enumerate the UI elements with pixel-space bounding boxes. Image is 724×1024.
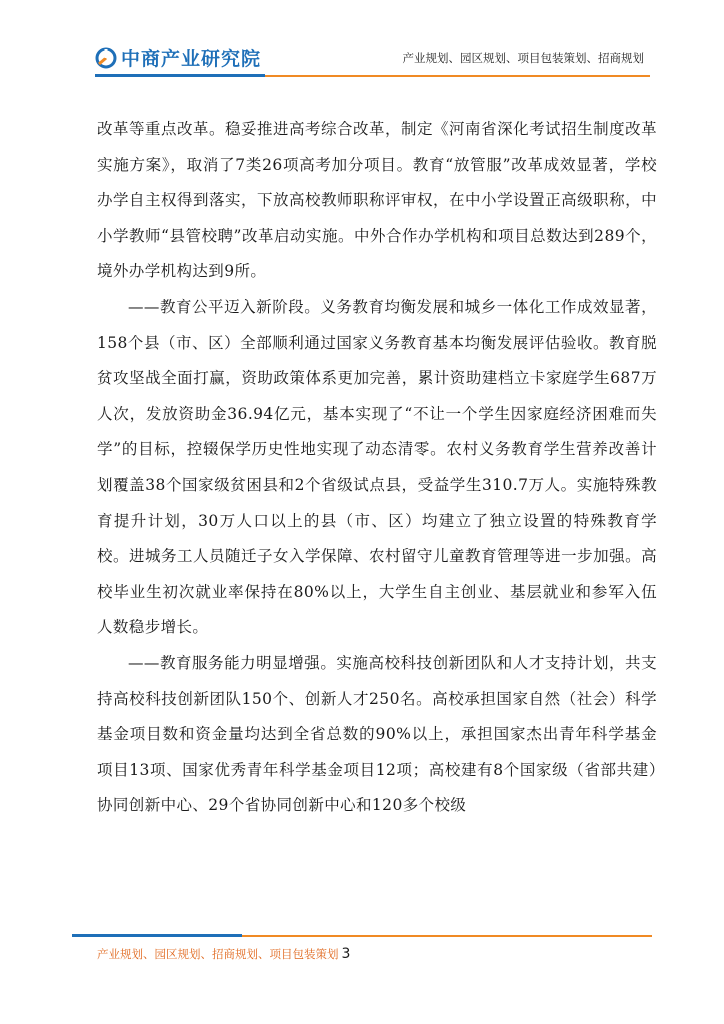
header-tagline: 产业规划、园区规划、项目包装策划、招商规划 [402,51,644,65]
footer-rule-orange [242,935,652,937]
paragraph: ——教育服务能力明显增强。实施高校科技创新团队和人才支持计划，共支持高校科技创新团队150个、创新人才250名。高校承担国家自然（社会）科学基金项目数和资金量均达到全省总数的90%以上，承担国家杰出青年科学基金项目13项、国家优秀青年科学基金项目12项；高校建有8个国家级（省部共建）协同创新中心、29个省协同创新中心和120多个校级 [97,653,657,815]
footer-text: 产业规划、园区规划、招商规划、项目包装策划 [97,947,339,961]
zhongshang-logo-icon [95,47,117,69]
page-number: 3 [341,946,351,962]
document-body [97,112,657,824]
paragraph: ——教育公平迈入新阶段。义务教育均衡发展和城乡一体化工作成效显著，158个县（市、区）全部顺利通过国家义务教育基本均衡发展评估验收。教育脱贫攻坚战全面打赢，资助政策体系更加完善，累计资助建档立卡家庭学生687万人次，发放资助金36.94亿元，基本实现了“不让一个学生因家庭经济困难而失学”的目标，控辍保学历史性地实现了动态清零。农村义务教育学生营养改善计划覆盖38个国家级贫困县和2个省级试点县，受益学生310.7万人。实施特殊教育提升计划，30万人口以上的县（市、区）均建立了独立设置的特殊教育学校。进城务工人员随迁子女入学保障、农村留守儿童教育管理等进一步加强。高校毕业生初次就业率保持在80%以上，大学生自主创业、基层就业和参军入伍人数稳步增长。 [97,297,657,637]
page-footer [97,946,350,962]
logo-text: 中商产业研究院 [121,48,262,70]
header-rule-orange [265,75,650,77]
logo [95,44,261,71]
footer-rule-blue [72,934,242,937]
paragraph: 改革等重点改革。稳妥推进高考综合改革，制定《河南省深化考试招生制度改革实施方案》，取消了7类26项高考加分项目。教育“放管服”改革成效显著，学校办学自主权得到落实，下放高校教师职称评审权，在中小学设置正高级职称，中小学教师“县管校聘”改革启动实施。中外合作办学机构和项目总数达到289个，境外办学机构达到9所。 [97,120,657,281]
header-rule-blue [95,74,265,77]
page-header [0,0,724,90]
